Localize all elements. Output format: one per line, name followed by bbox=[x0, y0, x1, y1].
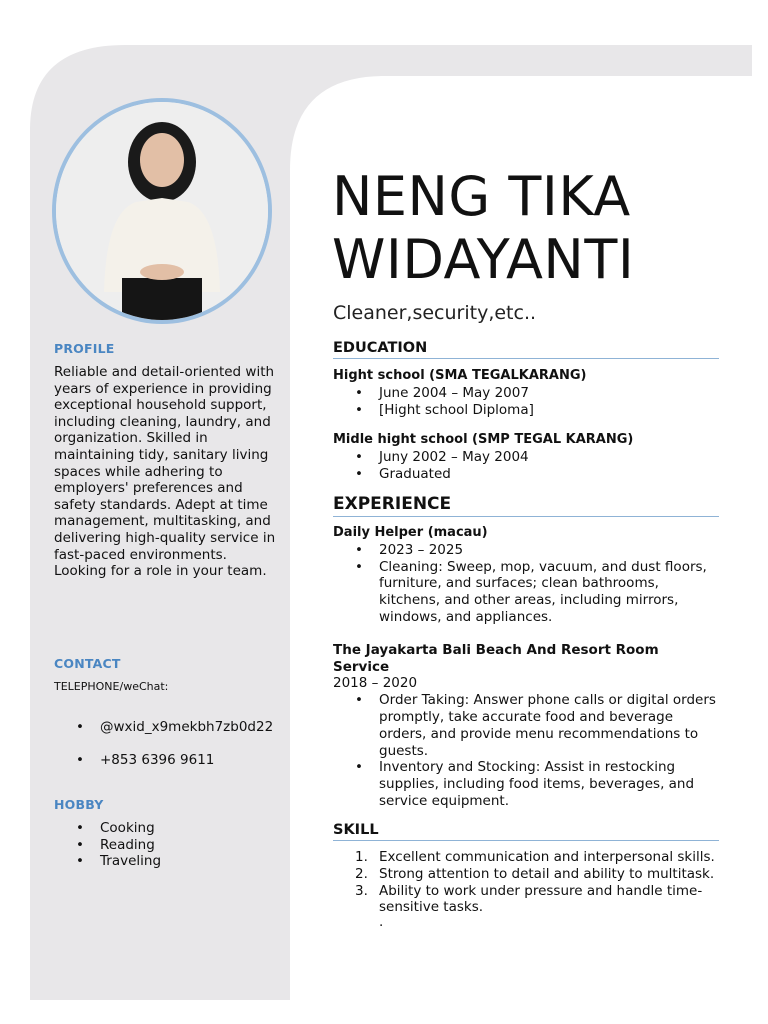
education-heading: EDUCATION bbox=[333, 340, 719, 359]
skill-heading: SKILL bbox=[333, 822, 719, 841]
list-item: • Juny 2002 – May 2004 bbox=[333, 449, 733, 466]
profile-text: Reliable and detail-oriented with years of experience in providing exceptional household support, including cleaning, laundry, and organization. Skilled in maintaining tidy, sanitary living spaces while adhering to employers' preferences and safety standards. Adept at time management, multitasking, and delivering high-quality service in fast-paced environments. Looking for a role in your team. bbox=[54, 364, 276, 580]
contact-heading: CONTACT bbox=[54, 656, 121, 671]
list-item: • Inventory and Stocking: Assist in restocking supplies, including food items, beverages, and service equipment. bbox=[333, 759, 717, 809]
list-item: • Order Taking: Answer phone calls or digital orders promptly, take accurate food and beverage orders, and provide menu recommendations to guests. bbox=[333, 692, 717, 759]
profile-photo bbox=[52, 98, 272, 324]
contact-label: TELEPHONE/weChat: bbox=[54, 680, 169, 693]
list-item: • [Hight school Diploma] bbox=[333, 402, 733, 419]
job-subtitle: Cleaner,security,etc.. bbox=[333, 302, 537, 324]
list-item: • Graduated bbox=[333, 466, 733, 483]
experience-section bbox=[333, 525, 717, 810]
skill-trailing: . bbox=[379, 914, 384, 931]
list-item: • Cooking bbox=[54, 820, 284, 837]
experience-entry-title: The Jayakarta Bali Beach And Resort Room Service bbox=[333, 641, 659, 675]
skill-section bbox=[333, 849, 723, 931]
contact-list bbox=[54, 719, 284, 768]
list-item: • 2023 – 2025 bbox=[333, 542, 717, 559]
list-item: • Traveling bbox=[54, 853, 284, 870]
list-item: 3. Ability to work under pressure and handle time-sensitive tasks. bbox=[333, 883, 723, 917]
experience-heading: EXPERIENCE bbox=[333, 494, 719, 517]
profile-heading: PROFILE bbox=[54, 341, 115, 356]
list-item: • Cleaning: Sweep, mop, vacuum, and dust floors, furniture, and surfaces; clean bathrooms, kitchens, and other areas, including mirrors, windows, and appliances. bbox=[333, 559, 717, 626]
list-item: 2. Strong attention to detail and ability to multitask. bbox=[333, 866, 723, 883]
list-item: • Reading bbox=[54, 837, 284, 854]
education-entry-title: Hight school (SMA TEGALKARANG) bbox=[333, 368, 587, 383]
hobby-list bbox=[54, 820, 284, 870]
list-item: 1. Excellent communication and interpersonal skills. bbox=[333, 849, 723, 866]
hobby-heading: HOBBY bbox=[54, 797, 104, 812]
list-item: • June 2004 – May 2007 bbox=[333, 385, 733, 402]
experience-entry-date: 2018 – 2020 bbox=[333, 675, 418, 692]
education-entry-title: Midle hight school (SMP TEGAL KARANG) bbox=[333, 432, 634, 448]
education-section bbox=[333, 368, 733, 483]
contact-wechat[interactable]: • @wxid_x9mekbh7zb0d22 bbox=[54, 719, 284, 736]
page-title bbox=[332, 165, 634, 291]
contact-phone[interactable]: • +853 6396 9611 bbox=[54, 752, 284, 769]
name-line-2: WIDAYANTI bbox=[332, 228, 635, 291]
name-line-1: NENG TIKA bbox=[332, 165, 631, 228]
experience-entry-title: Daily Helper (macau) bbox=[333, 525, 488, 540]
